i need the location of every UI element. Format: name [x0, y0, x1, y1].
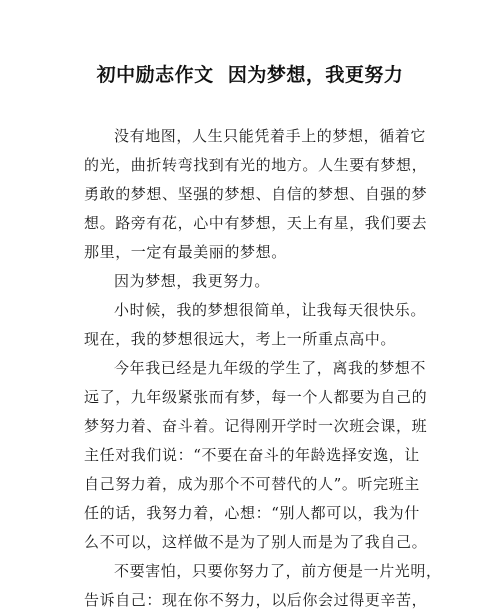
body-line: 么不可以，这样做不是为了别人而是为了我自己。	[84, 533, 428, 551]
body-line: 不要害怕，只要你努力了，前方便是一片光明，	[114, 562, 442, 580]
body-line: 自己努力着，成为那个不可替代的人”。听完班主	[84, 475, 420, 493]
body-line: 远了，九年级紧张而有梦，每一个人都要为自己的	[84, 388, 428, 406]
document-body	[84, 122, 442, 615]
body-line: 因为梦想，我更努力。	[114, 272, 271, 290]
body-line: 今年我已经是九年级的学生了，离我的梦想不	[114, 359, 427, 377]
body-line: 梦努力着、奋斗着。记得刚开学时一次班会课，班	[84, 417, 428, 435]
body-line: 想。路旁有花，心中有梦想，天上有星，我们要去	[84, 214, 428, 232]
body-line: 主任对我们说：“不要在奋斗的年龄选择安逸，让	[84, 446, 420, 464]
body-line: 告诉自己：现在你不努力，以后你会过得更辛苦，	[84, 591, 428, 609]
body-line: 现在，我的梦想很远大，考上一所重点高中。	[84, 330, 397, 348]
body-line: 勇敢的梦想、坚强的梦想、自信的梦想、自强的梦	[84, 185, 428, 203]
body-line: 那里，一定有最美丽的梦想。	[84, 243, 287, 261]
body-line: 的光，曲折转弯找到有光的地方。人生要有梦想，	[84, 156, 428, 174]
body-line: 没有地图，人生只能凭着手上的梦想，循着它	[114, 127, 427, 145]
document-title: 初中励志作文 因为梦想，我更努力	[96, 64, 404, 86]
body-line: 小时候，我的梦想很简单，让我每天很快乐。	[114, 301, 427, 319]
body-line: 任的话，我努力着，心想：“别人都可以，我为什	[84, 504, 420, 522]
